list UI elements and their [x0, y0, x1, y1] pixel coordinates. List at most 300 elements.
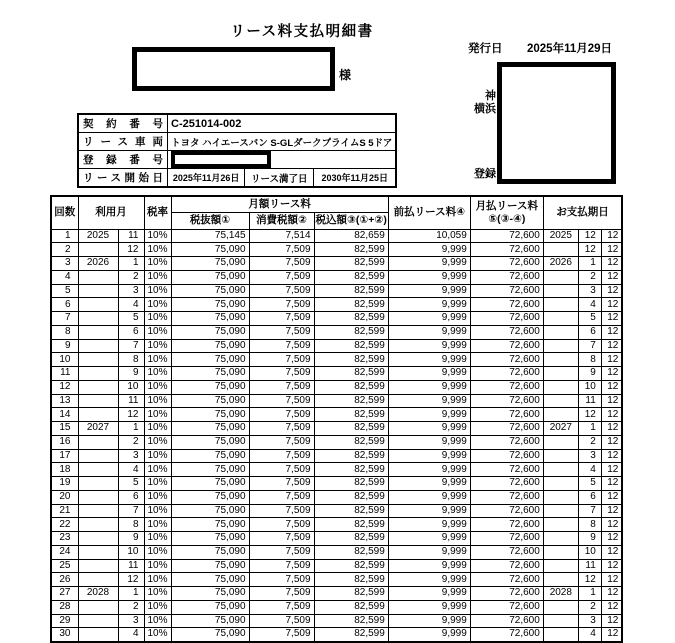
cell-prepaid: 9,999	[388, 422, 470, 436]
sender-address-fragment-1: 神	[485, 90, 496, 102]
table-row	[51, 257, 622, 271]
cell-tax-included: 82,599	[314, 394, 388, 408]
cell-monthly-payment: 72,600	[470, 394, 543, 408]
cell-tax-included: 82,599	[314, 284, 388, 298]
cell-tax-included: 82,599	[314, 477, 388, 491]
cell-usage-month: 3	[118, 449, 144, 463]
cell-count: 27	[51, 587, 78, 601]
cell-base-amount: 75,090	[171, 298, 249, 312]
cell-due-year	[543, 600, 578, 614]
table-row	[51, 284, 622, 298]
cell-due-year	[543, 614, 578, 628]
cell-consumption-tax: 7,509	[249, 422, 314, 436]
cell-monthly-payment: 72,600	[470, 257, 543, 271]
cell-usage-year	[78, 284, 118, 298]
cell-monthly-payment: 72,600	[470, 463, 543, 477]
cell-due-day: 12	[601, 435, 622, 449]
cell-base-amount: 75,090	[171, 532, 249, 546]
cell-tax-rate: 10%	[144, 518, 171, 532]
cell-usage-year	[78, 270, 118, 284]
cell-consumption-tax: 7,509	[249, 257, 314, 271]
cell-tax-included: 82,599	[314, 435, 388, 449]
contract-row-number	[78, 114, 396, 133]
cell-consumption-tax: 7,509	[249, 243, 314, 257]
cell-due-year	[543, 284, 578, 298]
cell-due-day: 12	[601, 628, 622, 642]
cell-count: 17	[51, 449, 78, 463]
cell-due-month: 9	[578, 367, 601, 381]
cell-base-amount: 75,090	[171, 408, 249, 422]
cell-usage-month: 11	[118, 229, 144, 243]
cell-due-month: 7	[578, 339, 601, 353]
cell-due-day: 12	[601, 477, 622, 491]
cell-due-year	[543, 380, 578, 394]
cell-monthly-payment: 72,600	[470, 545, 543, 559]
cell-tax-included: 82,599	[314, 312, 388, 326]
cell-usage-month: 9	[118, 367, 144, 381]
cell-base-amount: 75,090	[171, 449, 249, 463]
cell-due-year	[543, 449, 578, 463]
cell-due-year	[543, 270, 578, 284]
cell-due-year	[543, 353, 578, 367]
cell-prepaid: 9,999	[388, 600, 470, 614]
contract-row-vehicle	[78, 133, 396, 151]
cell-tax-rate: 10%	[144, 490, 171, 504]
cell-count: 22	[51, 518, 78, 532]
cell-prepaid: 9,999	[388, 394, 470, 408]
cell-consumption-tax: 7,509	[249, 325, 314, 339]
table-row	[51, 532, 622, 546]
cell-usage-year	[78, 490, 118, 504]
cell-monthly-payment: 72,600	[470, 587, 543, 601]
cell-due-day: 12	[601, 257, 622, 271]
cell-monthly-payment: 72,600	[470, 298, 543, 312]
cell-due-year	[543, 435, 578, 449]
cell-due-year: 2025	[543, 229, 578, 243]
cell-prepaid: 9,999	[388, 367, 470, 381]
cell-base-amount: 75,090	[171, 380, 249, 394]
cell-tax-included: 82,599	[314, 243, 388, 257]
cell-tax-rate: 10%	[144, 339, 171, 353]
cell-prepaid: 9,999	[388, 325, 470, 339]
cell-count: 12	[51, 380, 78, 394]
cell-monthly-payment: 72,600	[470, 284, 543, 298]
cell-prepaid: 9,999	[388, 559, 470, 573]
cell-consumption-tax: 7,509	[249, 380, 314, 394]
cell-due-month: 10	[578, 545, 601, 559]
cell-prepaid: 9,999	[388, 270, 470, 284]
cell-prepaid: 9,999	[388, 339, 470, 353]
cell-usage-year	[78, 545, 118, 559]
cell-tax-included: 82,599	[314, 325, 388, 339]
table-row	[51, 573, 622, 587]
cell-base-amount: 75,090	[171, 545, 249, 559]
cell-tax-included: 82,599	[314, 353, 388, 367]
cell-monthly-payment: 72,600	[470, 380, 543, 394]
cell-base-amount: 75,090	[171, 353, 249, 367]
cell-prepaid: 9,999	[388, 257, 470, 271]
cell-base-amount: 75,090	[171, 284, 249, 298]
cell-base-amount: 75,090	[171, 573, 249, 587]
table-row	[51, 325, 622, 339]
cell-usage-month: 4	[118, 298, 144, 312]
cell-tax-rate: 10%	[144, 394, 171, 408]
cell-tax-rate: 10%	[144, 270, 171, 284]
cell-due-day: 12	[601, 532, 622, 546]
cell-count: 2	[51, 243, 78, 257]
table-row	[51, 243, 622, 257]
cell-due-month: 9	[578, 532, 601, 546]
cell-tax-included: 82,599	[314, 545, 388, 559]
cell-due-day: 12	[601, 339, 622, 353]
lease-start-label: リース開始日	[78, 169, 168, 188]
cell-tax-included: 82,599	[314, 490, 388, 504]
cell-usage-month: 6	[118, 325, 144, 339]
cell-tax-rate: 10%	[144, 367, 171, 381]
cell-usage-month: 8	[118, 518, 144, 532]
cell-due-year	[543, 367, 578, 381]
cell-due-month: 12	[578, 229, 601, 243]
cell-consumption-tax: 7,509	[249, 463, 314, 477]
cell-usage-month: 1	[118, 587, 144, 601]
cell-monthly-payment: 72,600	[470, 270, 543, 284]
cell-monthly-payment: 72,600	[470, 573, 543, 587]
issue-date-value: 2025年11月29日	[527, 43, 613, 55]
registration-label: 登録番号	[78, 151, 168, 169]
cell-monthly-payment: 72,600	[470, 614, 543, 628]
cell-base-amount: 75,090	[171, 339, 249, 353]
cell-due-day: 12	[601, 284, 622, 298]
cell-due-month: 6	[578, 490, 601, 504]
cell-usage-year	[78, 504, 118, 518]
cell-prepaid: 9,999	[388, 408, 470, 422]
cell-consumption-tax: 7,509	[249, 532, 314, 546]
contract-row-term	[78, 169, 396, 188]
cell-monthly-payment: 72,600	[470, 325, 543, 339]
cell-usage-month: 1	[118, 257, 144, 271]
cell-tax-rate: 10%	[144, 435, 171, 449]
cell-due-day: 12	[601, 559, 622, 573]
cell-usage-month: 2	[118, 600, 144, 614]
cell-due-year: 2026	[543, 257, 578, 271]
registration-value-cell	[168, 151, 397, 169]
cell-consumption-tax: 7,509	[249, 504, 314, 518]
cell-due-year	[543, 394, 578, 408]
cell-tax-included: 82,599	[314, 449, 388, 463]
cell-prepaid: 9,999	[388, 380, 470, 394]
cell-tax-included: 82,599	[314, 504, 388, 518]
cell-usage-year	[78, 573, 118, 587]
cell-due-day: 12	[601, 449, 622, 463]
cell-usage-month: 11	[118, 394, 144, 408]
cell-usage-year	[78, 614, 118, 628]
cell-due-month: 1	[578, 422, 601, 436]
cell-consumption-tax: 7,509	[249, 353, 314, 367]
contract-info-table	[77, 113, 397, 188]
table-row	[51, 545, 622, 559]
cell-monthly-payment: 72,600	[470, 504, 543, 518]
table-row	[51, 298, 622, 312]
cell-due-day: 12	[601, 380, 622, 394]
cell-usage-year	[78, 600, 118, 614]
cell-count: 16	[51, 435, 78, 449]
cell-count: 13	[51, 394, 78, 408]
cell-due-year	[543, 518, 578, 532]
cell-tax-rate: 10%	[144, 380, 171, 394]
cell-tax-included: 82,599	[314, 408, 388, 422]
cell-due-day: 12	[601, 367, 622, 381]
cell-usage-month: 3	[118, 284, 144, 298]
cell-count: 23	[51, 532, 78, 546]
header-base-amount: 税抜額①	[171, 213, 249, 230]
cell-due-year: 2027	[543, 422, 578, 436]
header-monthly-payment-line1: 月払リース料	[475, 199, 539, 212]
cell-due-year	[543, 573, 578, 587]
cell-tax-rate: 10%	[144, 284, 171, 298]
cell-usage-year	[78, 380, 118, 394]
cell-base-amount: 75,090	[171, 518, 249, 532]
cell-base-amount: 75,090	[171, 477, 249, 491]
cell-base-amount: 75,090	[171, 504, 249, 518]
cell-consumption-tax: 7,509	[249, 477, 314, 491]
cell-base-amount: 75,090	[171, 243, 249, 257]
cell-base-amount: 75,090	[171, 559, 249, 573]
cell-usage-year	[78, 463, 118, 477]
cell-usage-month: 10	[118, 380, 144, 394]
cell-consumption-tax: 7,514	[249, 229, 314, 243]
header-count: 回数	[51, 196, 78, 229]
cell-tax-rate: 10%	[144, 257, 171, 271]
cell-due-day: 12	[601, 243, 622, 257]
cell-due-month: 10	[578, 380, 601, 394]
cell-due-day: 12	[601, 545, 622, 559]
cell-usage-year	[78, 339, 118, 353]
cell-due-month: 6	[578, 325, 601, 339]
cell-usage-month: 5	[118, 477, 144, 491]
cell-prepaid: 9,999	[388, 353, 470, 367]
header-prepaid: 前払リース料④	[388, 196, 470, 229]
cell-tax-included: 82,599	[314, 339, 388, 353]
cell-monthly-payment: 72,600	[470, 490, 543, 504]
cell-due-month: 7	[578, 504, 601, 518]
cell-due-year: 2028	[543, 587, 578, 601]
cell-consumption-tax: 7,509	[249, 573, 314, 587]
table-row	[51, 312, 622, 326]
cell-base-amount: 75,090	[171, 614, 249, 628]
addressee-suffix: 様	[339, 68, 352, 82]
cell-prepaid: 10,059	[388, 229, 470, 243]
cell-usage-year	[78, 435, 118, 449]
cell-prepaid: 9,999	[388, 587, 470, 601]
cell-tax-included: 82,599	[314, 628, 388, 642]
cell-tax-rate: 10%	[144, 559, 171, 573]
cell-due-month: 3	[578, 449, 601, 463]
cell-usage-year	[78, 559, 118, 573]
cell-tax-rate: 10%	[144, 504, 171, 518]
cell-due-month: 11	[578, 559, 601, 573]
cell-due-day: 12	[601, 408, 622, 422]
cell-usage-year	[78, 325, 118, 339]
cell-consumption-tax: 7,509	[249, 312, 314, 326]
schedule-header	[51, 196, 622, 229]
cell-usage-year	[78, 243, 118, 257]
cell-count: 15	[51, 422, 78, 436]
cell-usage-year: 2025	[78, 229, 118, 243]
cell-tax-included: 82,599	[314, 614, 388, 628]
cell-tax-rate: 10%	[144, 545, 171, 559]
cell-tax-rate: 10%	[144, 298, 171, 312]
table-row	[51, 518, 622, 532]
cell-consumption-tax: 7,509	[249, 545, 314, 559]
table-row	[51, 229, 622, 243]
sender-address-fragment-3: 登録	[474, 168, 496, 180]
vehicle-value: トヨタ ハイエースバン S-GLダークプライムS 5ドア	[168, 133, 397, 151]
header-monthly-lease-group: 月額リース料	[171, 196, 388, 213]
cell-consumption-tax: 7,509	[249, 270, 314, 284]
cell-consumption-tax: 7,509	[249, 600, 314, 614]
table-row	[51, 587, 622, 601]
table-row	[51, 353, 622, 367]
cell-tax-included: 82,599	[314, 532, 388, 546]
cell-monthly-payment: 72,600	[470, 518, 543, 532]
lease-end-date: 2030年11月25日	[314, 169, 397, 188]
cell-prepaid: 9,999	[388, 463, 470, 477]
cell-tax-rate: 10%	[144, 353, 171, 367]
cell-usage-year	[78, 518, 118, 532]
cell-monthly-payment: 72,600	[470, 435, 543, 449]
cell-tax-rate: 10%	[144, 449, 171, 463]
cell-due-month: 3	[578, 284, 601, 298]
cell-usage-month: 3	[118, 614, 144, 628]
cell-monthly-payment: 72,600	[470, 229, 543, 243]
cell-prepaid: 9,999	[388, 243, 470, 257]
cell-tax-rate: 10%	[144, 463, 171, 477]
header-tax-included: 税込額③(①+②)	[314, 213, 388, 230]
table-row	[51, 339, 622, 353]
registration-redaction-box	[171, 151, 271, 168]
cell-tax-rate: 10%	[144, 408, 171, 422]
cell-count: 24	[51, 545, 78, 559]
cell-consumption-tax: 7,509	[249, 614, 314, 628]
table-row	[51, 449, 622, 463]
header-monthly-payment	[470, 196, 543, 229]
cell-usage-month: 12	[118, 243, 144, 257]
cell-due-month: 1	[578, 587, 601, 601]
cell-due-month: 5	[578, 312, 601, 326]
cell-tax-rate: 10%	[144, 229, 171, 243]
table-row	[51, 422, 622, 436]
cell-due-day: 12	[601, 298, 622, 312]
cell-base-amount: 75,090	[171, 367, 249, 381]
header-due-date: お支払期日	[543, 196, 622, 229]
cell-due-month: 2	[578, 600, 601, 614]
cell-due-month: 12	[578, 573, 601, 587]
cell-tax-rate: 10%	[144, 628, 171, 642]
cell-tax-rate: 10%	[144, 312, 171, 326]
cell-due-year	[543, 339, 578, 353]
cell-count: 29	[51, 614, 78, 628]
cell-base-amount: 75,090	[171, 587, 249, 601]
issue-date-label: 発行日	[468, 43, 503, 55]
cell-monthly-payment: 72,600	[470, 449, 543, 463]
cell-consumption-tax: 7,509	[249, 284, 314, 298]
table-row	[51, 559, 622, 573]
cell-monthly-payment: 72,600	[470, 353, 543, 367]
cell-consumption-tax: 7,509	[249, 559, 314, 573]
cell-due-month: 2	[578, 435, 601, 449]
cell-tax-included: 82,599	[314, 600, 388, 614]
cell-usage-year	[78, 628, 118, 642]
cell-due-day: 12	[601, 504, 622, 518]
cell-count: 1	[51, 229, 78, 243]
cell-tax-rate: 10%	[144, 532, 171, 546]
cell-tax-included: 82,599	[314, 422, 388, 436]
cell-count: 9	[51, 339, 78, 353]
header-monthly-payment-line2: ⑤(③-④)	[488, 212, 526, 225]
addressee-name-redaction-box	[132, 47, 335, 91]
cell-due-day: 12	[601, 573, 622, 587]
cell-usage-year	[78, 532, 118, 546]
cell-due-day: 12	[601, 518, 622, 532]
cell-due-day: 12	[601, 463, 622, 477]
cell-base-amount: 75,090	[171, 312, 249, 326]
cell-tax-included: 82,599	[314, 559, 388, 573]
cell-due-year	[543, 243, 578, 257]
cell-due-month: 4	[578, 628, 601, 642]
table-row	[51, 380, 622, 394]
cell-tax-included: 82,599	[314, 298, 388, 312]
cell-count: 14	[51, 408, 78, 422]
cell-count: 25	[51, 559, 78, 573]
page-title: リース料支払明細書	[230, 24, 374, 40]
cell-base-amount: 75,090	[171, 628, 249, 642]
cell-count: 3	[51, 257, 78, 271]
cell-prepaid: 9,999	[388, 298, 470, 312]
cell-consumption-tax: 7,509	[249, 367, 314, 381]
table-row	[51, 394, 622, 408]
cell-due-year	[543, 312, 578, 326]
cell-due-month: 12	[578, 408, 601, 422]
cell-prepaid: 9,999	[388, 614, 470, 628]
cell-usage-year: 2026	[78, 257, 118, 271]
cell-count: 21	[51, 504, 78, 518]
header-tax-rate: 税率	[144, 196, 171, 229]
cell-consumption-tax: 7,509	[249, 449, 314, 463]
cell-usage-month: 1	[118, 422, 144, 436]
cell-monthly-payment: 72,600	[470, 243, 543, 257]
cell-consumption-tax: 7,509	[249, 587, 314, 601]
cell-base-amount: 75,145	[171, 229, 249, 243]
cell-tax-rate: 10%	[144, 243, 171, 257]
sender-redaction-box	[497, 62, 616, 184]
cell-prepaid: 9,999	[388, 518, 470, 532]
cell-tax-included: 82,599	[314, 257, 388, 271]
cell-count: 6	[51, 298, 78, 312]
cell-monthly-payment: 72,600	[470, 408, 543, 422]
header-consumption-tax: 消費税額②	[249, 213, 314, 230]
cell-tax-included: 82,599	[314, 367, 388, 381]
cell-tax-included: 82,599	[314, 587, 388, 601]
cell-prepaid: 9,999	[388, 477, 470, 491]
cell-monthly-payment: 72,600	[470, 339, 543, 353]
cell-monthly-payment: 72,600	[470, 559, 543, 573]
vehicle-label: リース車両	[78, 133, 168, 151]
cell-due-month: 8	[578, 518, 601, 532]
cell-prepaid: 9,999	[388, 449, 470, 463]
cell-due-day: 12	[601, 312, 622, 326]
cell-count: 10	[51, 353, 78, 367]
cell-consumption-tax: 7,509	[249, 435, 314, 449]
